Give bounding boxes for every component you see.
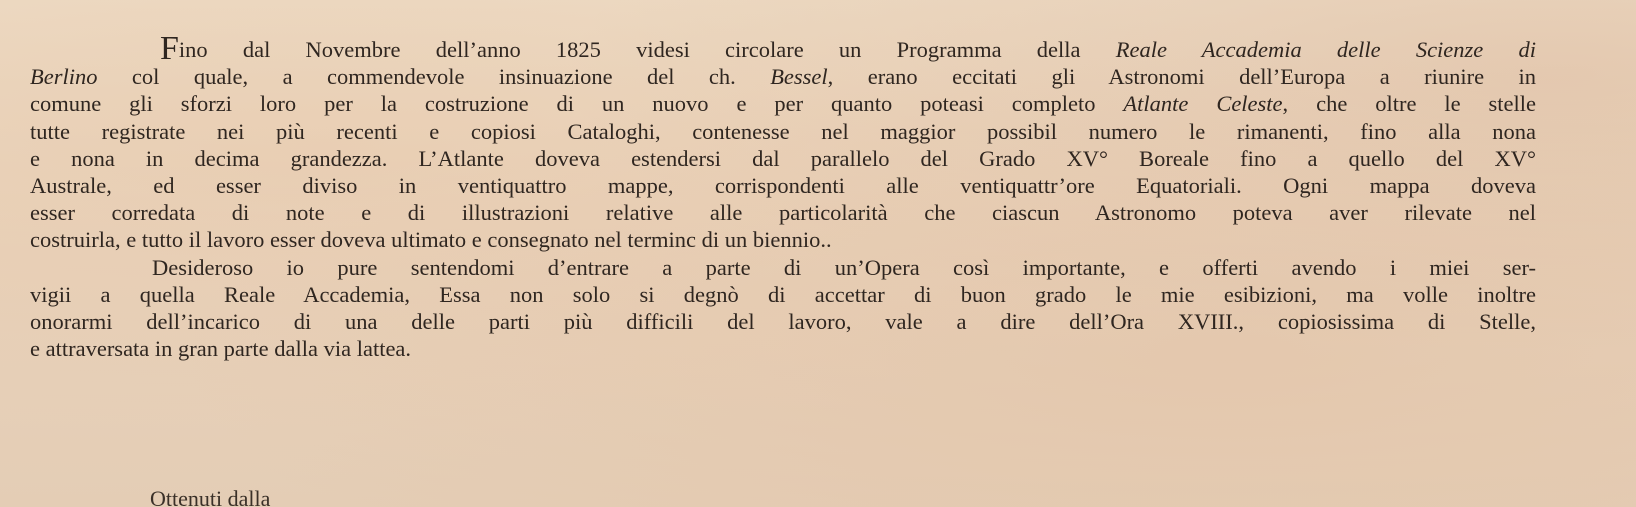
- paragraph-2: [30, 254, 1536, 363]
- text-line: [30, 63, 1536, 90]
- text-line: [30, 335, 1536, 362]
- text-run: Desideroso io pure sentendomi d’entrare a parte di un’Opera così importante, e offerti avendo i miei ser-: [152, 254, 1536, 280]
- italic-run: Reale Accademia delle Scienze di: [1115, 37, 1536, 62]
- text-line: [30, 172, 1536, 199]
- text-run: onorarmi dell’incarico di una delle parti più difficili del lavoro, vale a dire dell’Ora XVIII., copiosissima di Stelle,: [30, 308, 1536, 334]
- italic-run: Atlante Celeste: [1123, 91, 1283, 117]
- text-run: esser corredata di note e di illustrazioni relative alle particolarità che ciascun Astronomo poteva aver rilevate nel: [30, 200, 1536, 226]
- paragraph-1: [30, 30, 1536, 254]
- text-run: , che oltre le stelle: [1282, 91, 1536, 117]
- text-run: tutte registrate nei più recenti e copiosi Cataloghi, contenesse nel maggior possibil numero le rimanenti, fino alla nona: [30, 118, 1536, 144]
- text-line: [30, 254, 1536, 281]
- text-run: , erano eccitati gli Astronomi dell’Europa a riunire in: [827, 64, 1536, 90]
- drop-cap: F: [160, 30, 179, 67]
- text-line: [30, 281, 1536, 308]
- text-line: [30, 30, 1536, 67]
- italic-run: Bessel: [770, 64, 828, 90]
- text-run: e nona in decima grandezza. L’Atlante doveva estendersi dal parallelo del Grado XV° Boreale fino a quello del XV°: [30, 145, 1536, 171]
- text-line: [30, 90, 1536, 117]
- text-run: e attraversata in gran parte dalla via lattea.: [30, 336, 412, 362]
- text-line: [30, 308, 1536, 335]
- italic-run: Berlino: [30, 64, 98, 90]
- text-run: comune gli sforzi loro per la costruzione di un nuovo e per quanto poteasi completo: [30, 91, 1124, 117]
- text-line: [30, 118, 1536, 145]
- document-text: [30, 30, 1536, 362]
- text-run: ino dal Novembre dell’anno 1825 videsi circolare un Programma della: [178, 37, 1116, 62]
- text-line: [30, 226, 1536, 253]
- text-run: vigii a quella Reale Accademia, Essa non solo si degnò di accettar di buon grado le mie esibizioni, ma volle inoltre: [30, 281, 1536, 307]
- text-run: Australe, ed esser diviso in ventiquattro mappe, corrispondenti alle ventiquattr’ore Equatoriali. Ogni mappa doveva: [30, 172, 1536, 198]
- text-line: [30, 145, 1536, 172]
- text-line: [30, 199, 1536, 226]
- text-run: col quale, a commendevole insinuazione del ch.: [97, 64, 771, 90]
- truncated-next-line: Ottenuti dalla: [150, 486, 271, 507]
- text-run: costruirla, e tutto il lavoro esser doveva ultimato e consegnato nel terminc di un biennio..: [30, 227, 832, 253]
